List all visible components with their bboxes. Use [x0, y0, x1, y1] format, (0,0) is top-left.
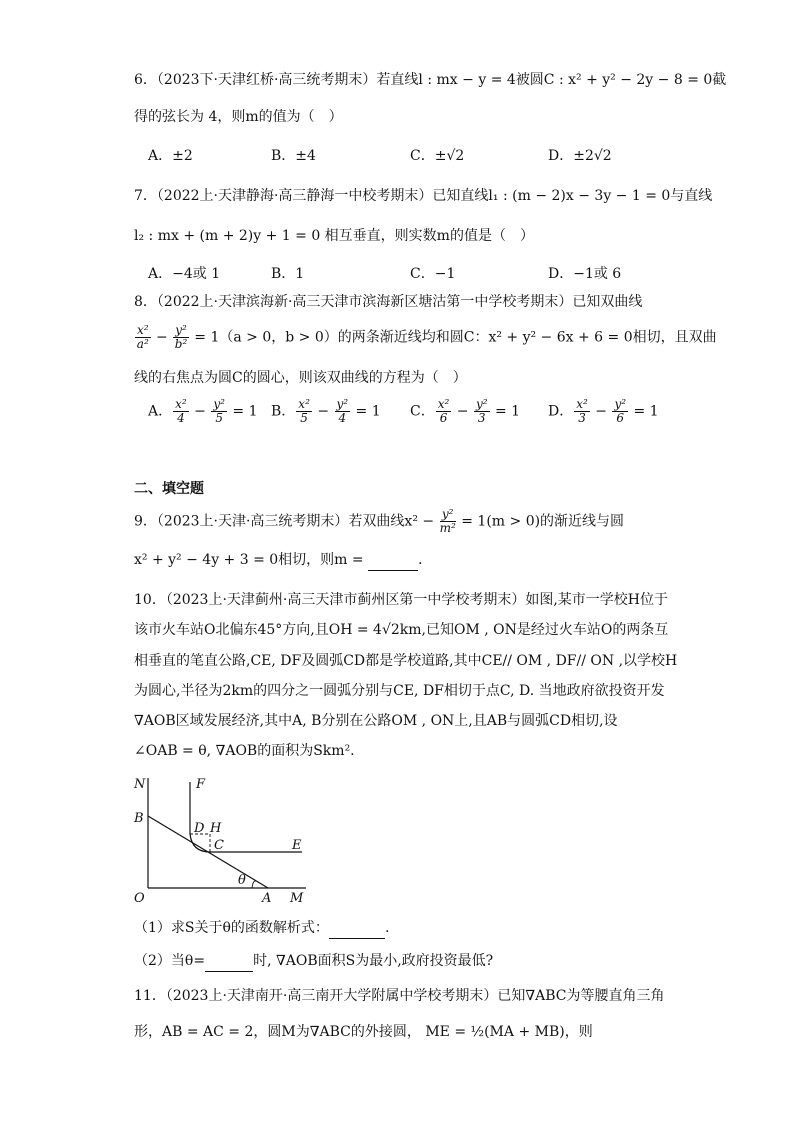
q9-answer-blank[interactable]	[368, 550, 418, 571]
label-C: C	[214, 838, 224, 853]
q10-sub1-blank[interactable]	[329, 918, 385, 939]
q6-option-d: D．±2√2	[548, 148, 612, 164]
q11-line2: 形，AB = AC = 2，圆M为∇ABC的外接圆， ME = ½(MA + MB)，则	[134, 1024, 593, 1040]
q9-line2: x² + y² − 4y + 3 = 0相切，则m = ．	[134, 550, 432, 571]
q7-line2: l₂ : mx + (m + 2)y + 1 = 0 相互垂直，则实数m的值是（ ）	[134, 228, 534, 244]
q8-frac-y: $\frac{\text{y²}}{\text{b²}}$	[174, 323, 188, 351]
q8-option-a: A． $\frac{\text{x²}}{4}$ − $\frac{\text{y²}}{5}$ = 1	[148, 397, 258, 425]
label-D: D	[194, 821, 205, 836]
q10-sub2: （2）当θ= 时, ∇AOB面积S为最小,政府投资最低?	[134, 951, 493, 972]
q8-option-c: C． $\frac{\text{x²}}{6}$ − $\frac{\text{y²}}{3}$ = 1	[410, 397, 521, 425]
q8-line1: 8．（2022上·天津滨海新·高三天津市滨海新区塘沽第一中学校考期末）已知双曲线	[134, 294, 643, 310]
label-A: A	[262, 891, 272, 904]
q7-line1: 7．（2022上·天津静海·高三静海一中校考期末）已知直线l₁ : (m − 2)x − 3y − 1 = 0与直线	[134, 188, 713, 204]
label-M: M	[290, 891, 304, 904]
q6-option-b: B．±4	[271, 148, 316, 164]
label-E: E	[292, 838, 302, 853]
q6-line2: 得的弦长为 4，则m的值为（ ）	[134, 109, 343, 125]
q7-option-a: A．−4或 1	[148, 266, 221, 282]
q10-line2: 该市火车站O北偏东45°方向,且OH = 4√2km,已知OM , ON是经过火车站O的两条互	[134, 622, 669, 638]
q8-line2-text: = 1（a > 0，b > 0）的两条渐近线均和圆C：x² + y² − 6x + 6 = 0相切，且双曲	[194, 329, 717, 346]
q6-line1: 6．（2023下·天津红桥·高三统考期末）若直线l : mx − y = 4被圆C : x² + y² − 2y − 8 = 0截	[134, 72, 727, 88]
q6-option-c: C．±√2	[410, 148, 465, 164]
q7-option-c: C．−1	[410, 266, 456, 282]
q6-option-a: A．±2	[148, 148, 193, 164]
q8-option-d: D． $\frac{\text{x²}}{3}$ − $\frac{\text{y²}}{6}$ = 1	[548, 397, 659, 425]
q7-option-b: B．1	[271, 266, 305, 282]
label-O: O	[134, 891, 145, 904]
label-N: N	[134, 777, 146, 792]
q10-sub2-blank[interactable]	[205, 951, 253, 972]
q10-geometry-figure	[130, 772, 320, 904]
q10-line1: 10．（2023上·天津蓟州·高三天津市蓟州区第一中学校考期末）如图,某市一学校H位于	[134, 592, 669, 608]
q11-line1: 11．（2023上·天津南开·高三南开大学附属中学校考期末）已知∇ABC为等腰直角三角	[134, 988, 665, 1004]
label-theta: θ	[238, 873, 246, 888]
label-H: H	[210, 821, 222, 836]
q8-option-b: B． $\frac{\text{x²}}{5}$ − $\frac{\text{y²}}{4}$ = 1	[271, 397, 381, 425]
label-F: F	[196, 777, 206, 792]
q8-frac-x: $\frac{\text{x²}}{\text{a²}}$	[136, 323, 149, 351]
q10-line5: ∇AOB区域发展经济,其中A, B分别在公路OM , ON上,且AB与圆弧CD相切,设	[134, 713, 618, 729]
q7-option-d: D．−1或 6	[548, 266, 622, 282]
q10-line3: 相垂直的笔直公路,CE, DF及圆弧CD都是学校道路,其中CE// OM , DF// ON ,以学校H	[134, 653, 678, 669]
q9-frac: $\frac{\text{y²}}{\text{m²}}$	[439, 507, 456, 535]
q8-line2: $\frac{\text{x²}}{\text{a²}}$ − $\frac{\text{y²}}{\text{b²}}$ = 1（a > 0，b > 0）的两条渐近线均和圆C：x² + y² − 6x + 6 = 0相切，且双曲	[136, 323, 717, 351]
q8-line3: 线的右焦点为圆C的圆心，则该双曲线的方程为（ ）	[134, 370, 467, 386]
section-title-fill-blank: 二、填空题	[134, 481, 204, 497]
q9-line1: 9．（2023上·天津·高三统考期末）若双曲线x² − $\frac{\text{y²}}{\text{m²}}$ = 1(m > 0)的渐近线与圆	[134, 507, 625, 535]
q10-sub1: （1）求S关于θ的函数解析式： .	[134, 918, 389, 939]
label-B: B	[134, 811, 144, 826]
q10-line4: 为圆心,半径为2km的四分之一圆弧分别与CE, DF相切于点C, D. 当地政府欲投资开发	[134, 683, 665, 699]
q10-line6: ∠OAB = θ, ∇AOB的面积为Skm².	[134, 743, 355, 759]
